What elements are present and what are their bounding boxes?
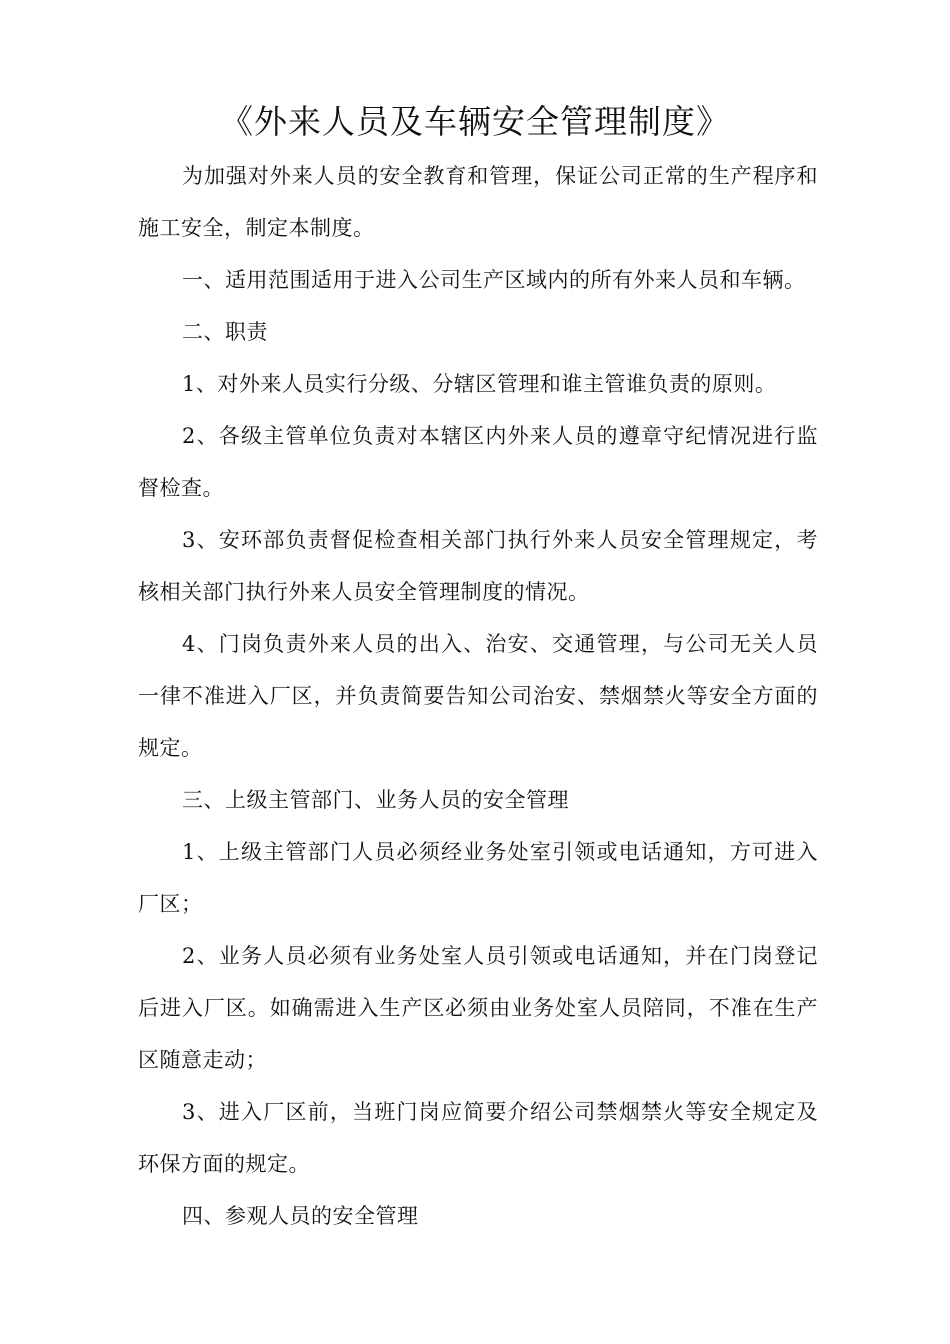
paragraph-duty-2: 2、各级主管单位负责对本辖区内外来人员的遵章守纪情况进行监督检查。 <box>138 424 818 500</box>
document-title: 《外来人员及车辆安全管理制度》 <box>220 102 730 141</box>
paragraph-duty-4: 4、门岗负责外来人员的出入、治安、交通管理，与公司无关人员一律不准进入厂区，并负责简要告知公司治安、禁烟禁火等安全方面的规定。 <box>138 632 818 760</box>
section-heading-duties: 二、职责 <box>182 320 268 344</box>
paragraph-superior-3: 3、进入厂区前，当班门岗应简要介绍公司禁烟禁火等安全规定及环保方面的规定。 <box>138 1100 818 1176</box>
paragraph-intro: 为加强对外来人员的安全教育和管理，保证公司正常的生产程序和施工安全，制定本制度。 <box>138 164 818 240</box>
paragraph-superior-1: 1、上级主管部门人员必须经业务处室引领或电话通知，方可进入厂区； <box>138 840 818 916</box>
paragraph-duty-3: 3、安环部负责督促检查相关部门执行外来人员安全管理规定，考核相关部门执行外来人员安全管理制度的情况。 <box>138 528 818 604</box>
paragraph-scope: 一、适用范围适用于进入公司生产区域内的所有外来人员和车辆。 <box>182 268 806 292</box>
section-heading-visitors: 四、参观人员的安全管理 <box>182 1204 419 1228</box>
document-body <box>138 150 818 1242</box>
paragraph-superior-2: 2、业务人员必须有业务处室人员引领或电话通知，并在门岗登记后进入厂区。如确需进入生产区必须由业务处室人员陪同，不准在生产区随意走动； <box>138 944 818 1072</box>
section-heading-superior-business: 三、上级主管部门、业务人员的安全管理 <box>182 788 569 812</box>
paragraph-duty-1: 1、对外来人员实行分级、分辖区管理和谁主管谁负责的原则。 <box>182 372 777 396</box>
